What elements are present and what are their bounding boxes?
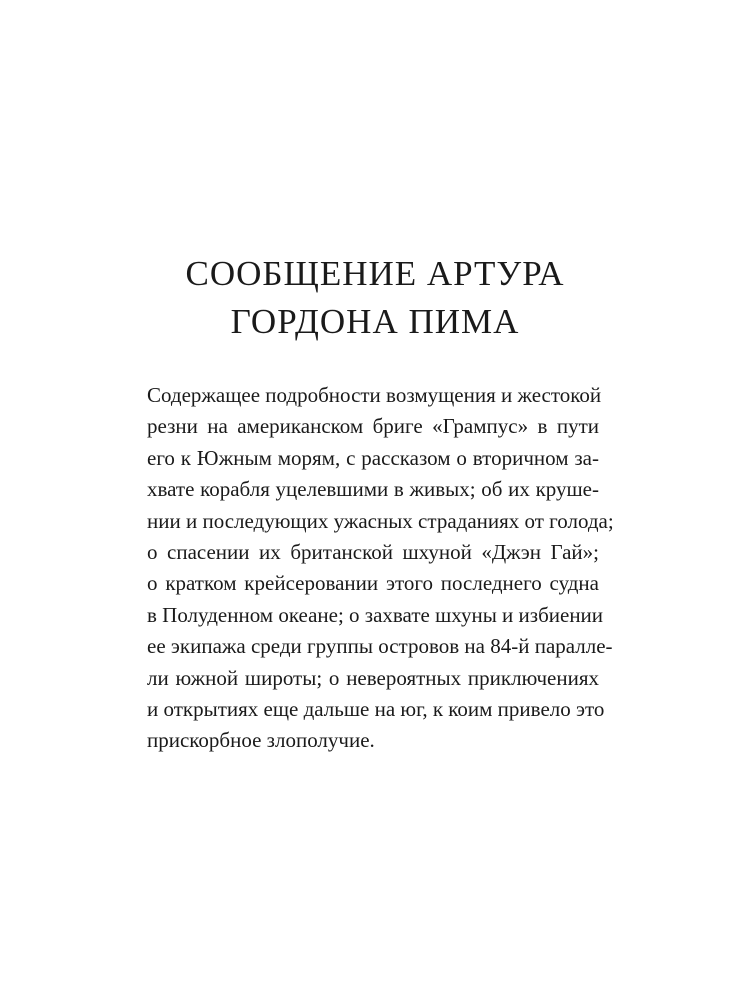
title-line: СООБЩЕНИЕ АРТУРА xyxy=(185,254,565,293)
paragraph-line: в Полуденном океане; о захвате шхуны и избиении xyxy=(147,602,604,627)
paragraph-line: прискорбное злополучие. xyxy=(147,728,375,753)
paragraph-line: ли южной широты; о невероятных приключениях xyxy=(147,665,599,690)
paragraph-line: хвате корабля уцелевшими в живых; об их круше- xyxy=(147,477,599,502)
subtitle-paragraph xyxy=(147,380,614,757)
page-title xyxy=(0,250,750,346)
paragraph-line: нии и последующих ужасных страданиях от голода; xyxy=(147,508,614,533)
paragraph-line: о спасении их британской шхуной «Джэн Гай»; xyxy=(147,539,599,564)
title-line: ГОРДОНА ПИМА xyxy=(230,302,520,341)
paragraph-line: Содержащее подробности возмущения и жестокой xyxy=(147,383,602,407)
paragraph-line: и открытиях еще дальше на юг, к коим привело это xyxy=(147,696,605,721)
paragraph-line: резни на американском бриге «Грампус» в пути xyxy=(147,414,599,439)
paragraph-line: ее экипажа среди группы островов на 84-й паралле- xyxy=(147,634,613,659)
paragraph-line: его к Южным морям, с рассказом о вторичном за- xyxy=(147,445,599,470)
paragraph-line: о кратком крейсеровании этого последнего судна xyxy=(147,571,599,596)
